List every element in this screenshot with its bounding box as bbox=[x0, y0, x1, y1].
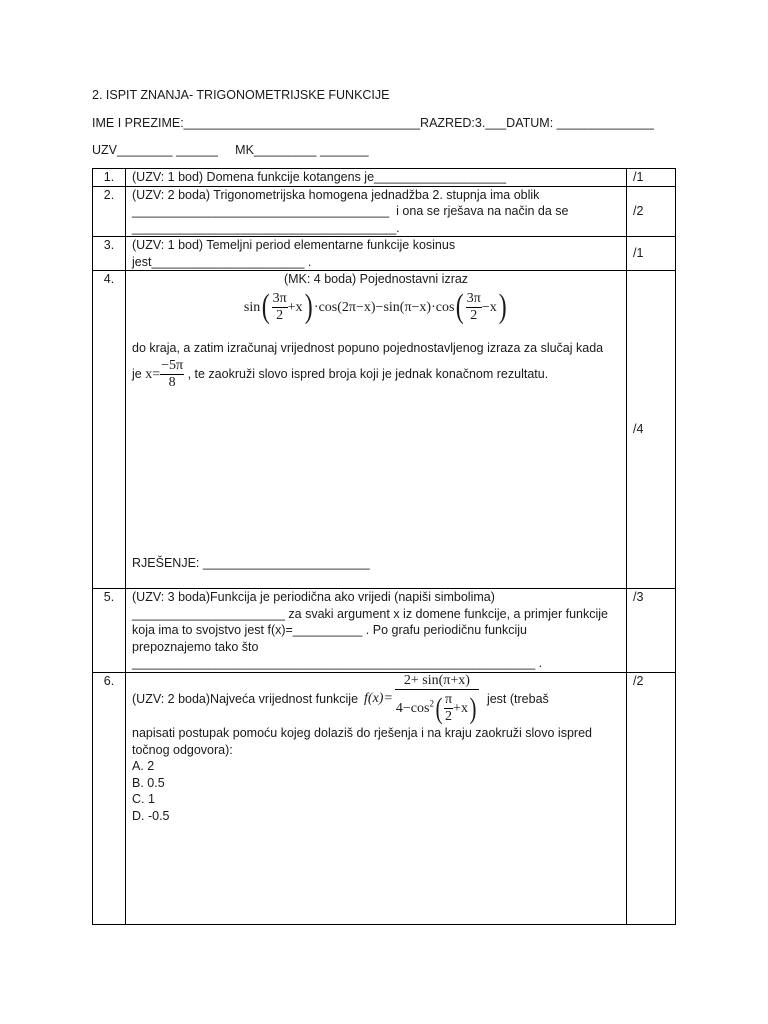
points: /2 bbox=[627, 186, 676, 237]
question-line[interactable]: koja ima to svojstvo jest f(x)=__________ . Po grafu periodičnu funkciju bbox=[132, 623, 528, 637]
points: /2 bbox=[627, 673, 676, 925]
answer-line[interactable]: RJEŠENJE: ________________________ bbox=[132, 556, 370, 570]
question-line: (UZV: 2 boda) Trigonometrijska homogena jednadžba 2. stupnja ima oblik bbox=[132, 187, 540, 202]
row-number: 6. bbox=[93, 673, 126, 925]
exam-title: 2. ISPIT ZNANJA- TRIGONOMETRIJSKE FUNKCIJE bbox=[92, 88, 390, 102]
uzv-mk-line[interactable]: UZV________ ______ MK_________ _______ bbox=[92, 143, 369, 157]
answer-options bbox=[132, 758, 620, 824]
points: /4 bbox=[627, 271, 676, 589]
table-row bbox=[93, 673, 676, 925]
table-row bbox=[93, 271, 676, 589]
question-text bbox=[126, 673, 627, 925]
question-line[interactable]: _____________________________________ i ona se rješava na način da se bbox=[132, 204, 569, 218]
question-line[interactable]: __________________________________________________________ . bbox=[132, 656, 543, 670]
option-d[interactable]: D. -0.5 bbox=[132, 808, 170, 823]
question-line: točnog odgovora): bbox=[132, 742, 233, 757]
row-number: 2. bbox=[93, 186, 126, 237]
question-line: je x= $\frac{-5\pi}{8}$ , te zaokruži slovo ispred broja koji je jednak konačnom rezultatu. bbox=[132, 358, 549, 390]
table-row bbox=[93, 186, 676, 237]
expression: sin( $\frac{3\pi}{2}$ +x) ·cos(2π−x)−sin(π−x)·cos( $\frac{3\pi}{2}$ −x) bbox=[243, 288, 507, 326]
question-text bbox=[126, 186, 627, 237]
exam-table bbox=[92, 168, 676, 925]
question-line: prepoznajemo tako što bbox=[132, 639, 259, 654]
row-number: 1. bbox=[93, 169, 126, 187]
points: /3 bbox=[627, 589, 676, 673]
question-line: (UZV: 2 boda)Najveća vrijednost funkcije f(x)= 2+ sin(π+x) $4-\cos^2$( $\frac{\pi}{2}$ +x) jest (trebaš bbox=[132, 672, 549, 725]
question-text bbox=[126, 271, 627, 589]
question-text: (UZV: 1 bod) Domena funkcije kotangens je___________________ bbox=[126, 169, 627, 187]
question-line: napisati postupak pomoću kojeg dolaziš do rješenja i na kraju zaokruži slovo ispred bbox=[132, 726, 592, 740]
question-text bbox=[126, 237, 627, 271]
question-line: (UZV: 1 bod) Temeljni period elementarne funkcije kosinus bbox=[132, 238, 456, 252]
row-number: 5. bbox=[93, 589, 126, 673]
option-a[interactable]: A. 2 bbox=[132, 759, 155, 773]
row-number: 4. bbox=[93, 271, 126, 589]
question-line: do kraja, a zatim izračunaj vrijednost popuno pojednostavljenog izraza za slučaj kada bbox=[132, 340, 604, 355]
option-b[interactable]: B. 0.5 bbox=[132, 775, 165, 790]
option-c[interactable]: C. 1 bbox=[132, 792, 155, 806]
table-row bbox=[93, 237, 676, 271]
row-number: 3. bbox=[93, 237, 126, 271]
question-line[interactable]: ______________________ za svaki argument x iz domene funkcije, a primjer funkcije bbox=[132, 606, 608, 621]
question-line[interactable]: jest______________________ . bbox=[132, 254, 312, 269]
points: /1 bbox=[627, 169, 676, 187]
question-text bbox=[126, 589, 627, 673]
table-row bbox=[93, 589, 676, 673]
table-row bbox=[93, 169, 676, 187]
question-heading: (MK: 4 boda) Pojednostavni izraz bbox=[283, 272, 469, 286]
points: /1 bbox=[627, 237, 676, 271]
question-line[interactable]: ______________________________________. bbox=[132, 220, 400, 235]
question-line: (UZV: 3 boda)Funkcija je periodična ako vrijedi (napiši simbolima) bbox=[132, 590, 495, 604]
name-class-date-line[interactable]: IME I PREZIME:__________________________________RAZRED:3.___DATUM: ______________ bbox=[92, 116, 654, 130]
